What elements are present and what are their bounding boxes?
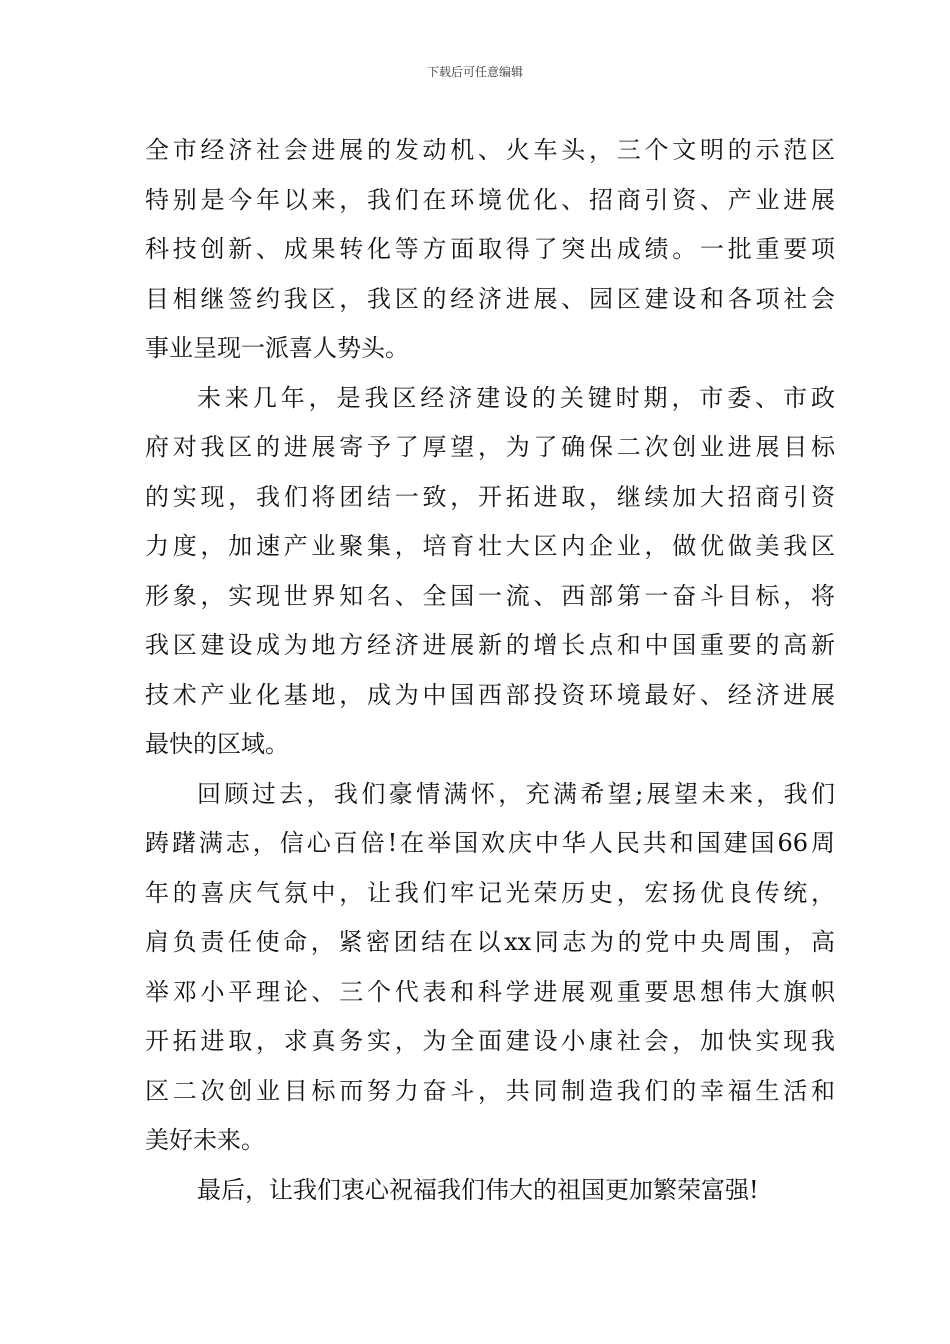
text-line: 技术产业化基地，成为中国西部投资环境最好、经济进展 (145, 680, 835, 709)
text-line: 我区建设成为地方经济进展新的增长点和中国重要的高新 (145, 631, 835, 659)
paragraph-3 (145, 770, 835, 1166)
text-line: 回顾过去，我们豪情满怀，充满希望;展望未来，我们 (197, 779, 835, 808)
text-line: 踌躇满志，信心百倍!在举国欢庆中华人民共和国建国66周 (145, 829, 835, 857)
paragraph-2 (145, 374, 835, 770)
paragraph-1 (145, 126, 835, 374)
text-line: 未来几年，是我区经济建设的关键时期，市委、市政 (197, 383, 835, 412)
text-line: 特别是今年以来，我们在环境优化、招商引资、产业进展 (145, 185, 835, 214)
text-line: 形象，实现世界知名、全国一流、西部第一奋斗目标，将 (145, 581, 835, 610)
text-line: 府对我区的进展寄予了厚望，为了确保二次创业进展目标 (145, 433, 835, 461)
text-line: 美好未来。 (145, 1126, 265, 1154)
text-line: 举邓小平理论、三个代表和科学进展观重要思想伟大旗帜 (145, 977, 835, 1006)
paragraph-4 (145, 1166, 835, 1216)
page-header: 下载后可任意编辑 (426, 65, 523, 79)
text-line: 目相继签约我区，我区的经济进展、园区建设和各项社会 (145, 284, 835, 313)
text-line: 区二次创业目标而努力奋斗，共同制造我们的幸福生活和 (145, 1076, 835, 1105)
text-line: 力度，加速产业聚集，培育壮大区内企业，做优做美我区 (145, 532, 835, 560)
text-line: 最后，让我们衷心祝福我们伟大的祖国更加繁荣富强! (197, 1175, 759, 1204)
text-line: 科技创新、成果转化等方面取得了突出成绩。一批重要项 (145, 235, 835, 263)
text-line: 肩负责任使命，紧密团结在以xx同志为的党中央周围，高 (145, 928, 835, 956)
text-line: 年的喜庆气氛中，让我们牢记光荣历史，宏扬优良传统， (145, 878, 835, 907)
text-line: 的实现，我们将团结一致，开拓进取，继续加大招商引资 (145, 482, 835, 511)
text-line: 开拓进取，求真务实，为全面建设小康社会，加快实现我 (145, 1027, 835, 1055)
text-line: 最快的区域。 (145, 730, 289, 758)
document-body (145, 126, 835, 1215)
text-line: 全市经济社会进展的发动机、火车头，三个文明的示范区 (145, 136, 835, 164)
text-line: 事业呈现一派喜人势头。 (145, 334, 409, 362)
